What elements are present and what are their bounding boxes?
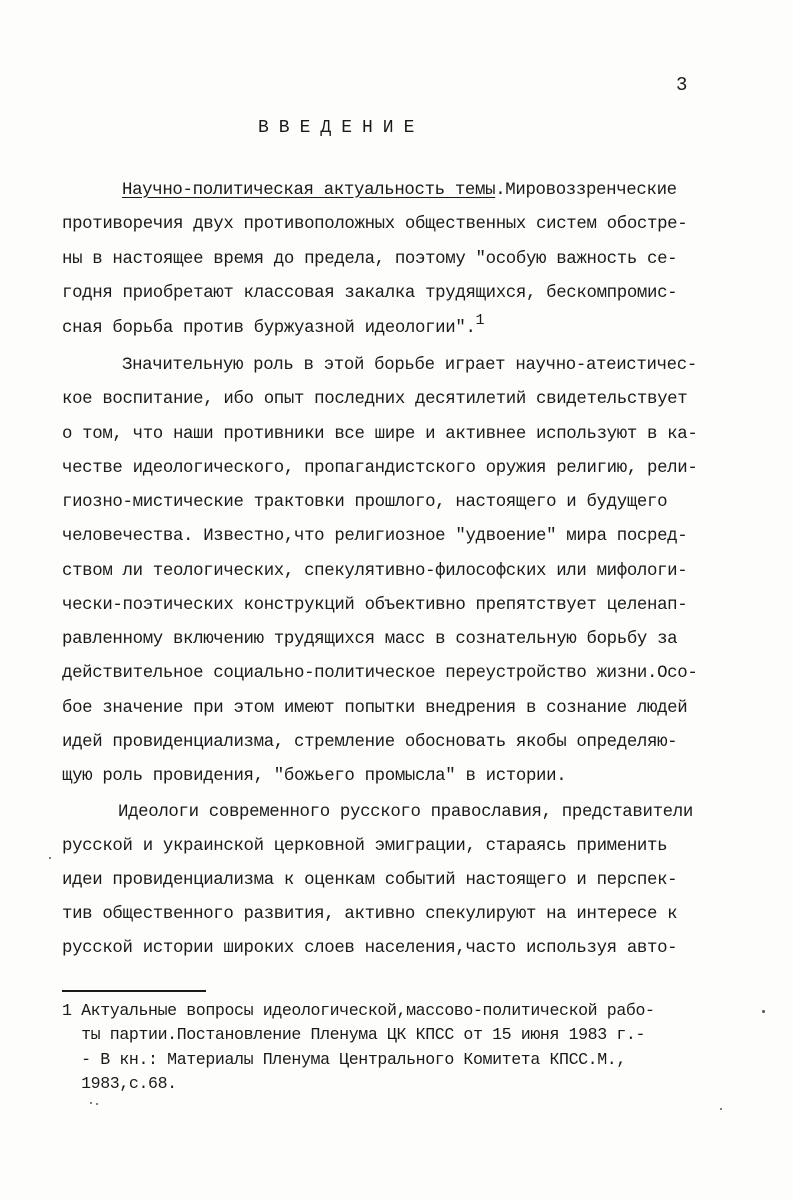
footnote-line: 1 Актуальные вопросы идеологической,массово-политической рабо- xyxy=(62,1001,655,1020)
scan-speck xyxy=(720,1108,722,1110)
scan-speck xyxy=(762,1010,765,1013)
paragraph-1-line-5-text: сная борьба против буржуазной идеологии". xyxy=(62,319,476,338)
footnote-line: - В кн.: Материалы Пленума Центрального Комитета КПСС.М., xyxy=(62,1050,626,1069)
paragraph-2-line: ством ли теологических, спекулятивно-философских или мифологи- xyxy=(62,562,688,581)
footnote-line: 1983,с.68. xyxy=(62,1074,177,1093)
paragraph-1-line-2: противоречия двух противоположных общественных систем обостре- xyxy=(62,215,688,234)
paragraph-2-line: действительное социально-политическое переустройство жизни.Осо- xyxy=(62,664,698,683)
paragraph-2-line: чески-поэтических конструкций объективно препятствует целенап- xyxy=(62,596,688,615)
footnote-line: ты партии.Постановление Пленума ЦК КПСС от 15 июня 1983 г.- xyxy=(62,1025,646,1044)
page-number: 3 xyxy=(676,74,688,96)
paragraph-2-line: бое значение при этом имеют попытки внедрения в сознание людей xyxy=(62,699,688,718)
paragraph-2-line: кое воспитание, ибо опыт последних десятилетий свидетельствует xyxy=(62,390,688,409)
scan-speck xyxy=(96,1103,98,1105)
paragraph-3-line: идеи провиденциализма к оценкам событий настоящего и перспек- xyxy=(62,871,678,890)
footnote-separator xyxy=(62,990,206,992)
paragraph-3-line: тив общественного развития, активно спекулируют на интересе к xyxy=(62,905,678,924)
paragraph-3-line: русской истории широких слоев населения,часто используя авто- xyxy=(62,939,678,958)
paragraph-1-line-3: ны в настоящее время до предела, поэтому "особую важность се- xyxy=(62,250,678,269)
paragraph-2-line: честве идеологического, пропагандистского оружия религию, рели- xyxy=(62,459,698,478)
paragraph-2-line: гиозно-мистические трактовки прошлого, настоящего и будущего xyxy=(62,493,668,512)
footnote-marker: 1 xyxy=(475,312,485,329)
paragraph-1-line-4: годня приобретают классовая закалка трудящихся, бескомпромис- xyxy=(62,284,678,303)
scan-speck xyxy=(49,857,51,859)
paragraph-2-line: человечества. Известно,что религиозное "удвоение" мира посред- xyxy=(62,527,688,546)
paragraph-2-line: равленному включению трудящихся масс в сознательную борьбу за xyxy=(62,630,678,649)
paragraph-2-line: о том, что наши противники все шире и активнее используют в ка- xyxy=(62,425,698,444)
paragraph-1-line-5 xyxy=(62,312,485,340)
paragraph-2-line: Значительную роль в этой борьбе играет научно-атеистичес- xyxy=(122,356,697,375)
section-heading: ВВЕДЕНИЕ xyxy=(258,118,425,138)
paragraph-1-line-1 xyxy=(122,180,677,202)
scan-speck xyxy=(90,1102,92,1104)
paragraph-2-line: идей провиденциализма, стремление обосновать якобы определяю- xyxy=(62,733,678,752)
paragraph-3-line: Идеологи современного русского православия, представители xyxy=(118,803,693,822)
paragraph-1-line-1-rest: .Мировоззренческие xyxy=(495,181,677,200)
topic-title: Научно-политическая актуальность темы xyxy=(122,181,496,200)
paragraph-3-line: русской и украинской церковной эмиграции, стараясь применить xyxy=(62,837,668,856)
paragraph-2-line: щую роль провидения, "божьего промысла" в истории. xyxy=(62,767,567,786)
